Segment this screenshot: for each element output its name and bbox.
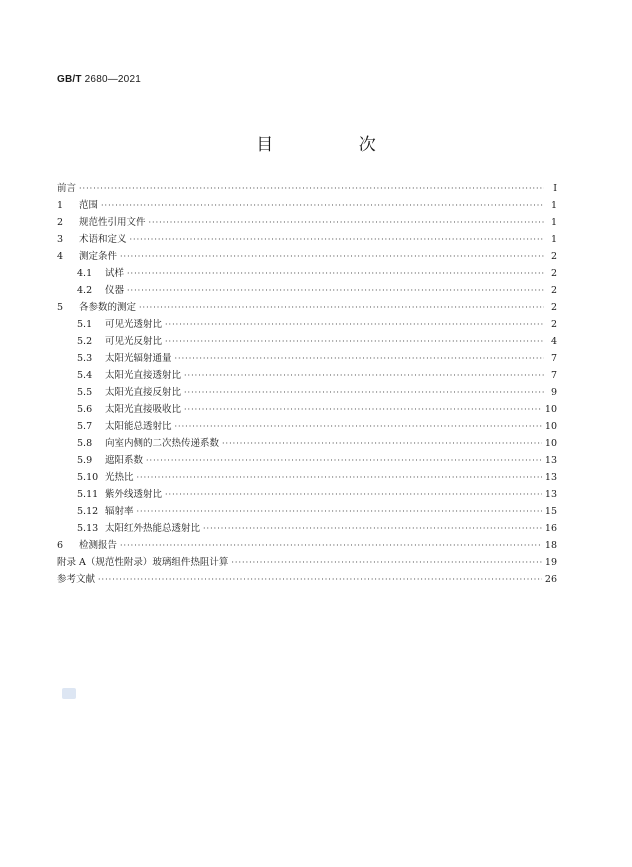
toc-entry-label: 参考文献 — [57, 574, 96, 585]
toc-dot-leader — [101, 201, 544, 210]
toc-entry[interactable] — [57, 333, 557, 350]
toc-entry[interactable] — [57, 503, 557, 520]
toc-entry[interactable] — [57, 418, 557, 435]
toc-entry[interactable] — [57, 554, 557, 571]
toc-entry-number: 6 — [57, 540, 64, 551]
toc-entry[interactable] — [57, 299, 557, 316]
toc-entry-page: 7 — [550, 370, 557, 381]
toc-entry-number: 5.11 — [77, 489, 99, 500]
toc-entry[interactable] — [57, 367, 557, 384]
toc-entry-label: 各参数的测定 — [79, 302, 137, 313]
toc-entry-page: 1 — [550, 234, 557, 245]
toc-entry-number: 5.6 — [77, 404, 93, 415]
toc-entry-page: 10 — [544, 421, 557, 432]
toc-entry-label: 试样 — [105, 268, 125, 279]
toc-entry-number: 4.1 — [77, 268, 93, 279]
toc-entry-number: 5.8 — [77, 438, 93, 449]
toc-entry-label: 仪器 — [105, 285, 125, 296]
toc-entry-page: 9 — [550, 387, 557, 398]
toc-entry-label: 太阳光直接反射比 — [105, 387, 182, 398]
toc-dot-leader — [137, 507, 542, 516]
toc-dot-leader — [149, 218, 544, 227]
toc-entry-page: Ⅰ — [553, 183, 557, 194]
toc-dot-leader — [184, 388, 544, 397]
toc-entry-number: 5.1 — [77, 319, 93, 330]
toc-entry-number: 4 — [57, 251, 64, 262]
toc-entry-label: 测定条件 — [79, 251, 118, 262]
toc-entry[interactable] — [57, 197, 557, 214]
toc-dot-leader — [184, 371, 544, 380]
standard-code-prefix: GB/T — [57, 74, 82, 85]
page-title: 目 次 — [256, 135, 416, 155]
toc-entry-label: 术语和定义 — [79, 234, 127, 245]
toc-dot-leader — [184, 405, 542, 414]
toc-entry-number: 5.4 — [77, 370, 93, 381]
toc-entry-number: 5.13 — [77, 523, 99, 534]
toc-entry-page: 26 — [544, 574, 557, 585]
toc-dot-leader — [175, 354, 544, 363]
toc-dot-leader — [98, 575, 542, 584]
toc-dot-leader — [127, 286, 544, 295]
toc-entry-number: 5.12 — [77, 506, 99, 517]
toc-entry-label: 检测报告 — [79, 540, 118, 551]
standard-code — [57, 74, 141, 85]
toc-dot-leader — [139, 303, 544, 312]
toc-entry-number: 1 — [57, 200, 64, 211]
toc-entry-label: 太阳红外热能总透射比 — [105, 523, 201, 534]
toc-entry-number: 5.10 — [77, 472, 99, 483]
toc-entry[interactable] — [57, 452, 557, 469]
toc-entry-label: 遮阳系数 — [105, 455, 144, 466]
toc-entry-label: 太阳光辐射通量 — [105, 353, 172, 364]
toc-entry[interactable] — [57, 401, 557, 418]
toc-entry-label: 紫外线透射比 — [105, 489, 163, 500]
toc-entry-page: 13 — [544, 489, 557, 500]
toc-entry-label: 可见光透射比 — [105, 319, 163, 330]
toc-entry-number: 5.5 — [77, 387, 93, 398]
toc-dot-leader — [120, 252, 544, 261]
toc-entry-label: 范围 — [79, 200, 99, 211]
toc-dot-leader — [231, 558, 542, 567]
toc-entry-number: 5.9 — [77, 455, 93, 466]
toc-dot-leader — [146, 456, 542, 465]
toc-entry-number: 3 — [57, 234, 64, 245]
toc-entry-page: 18 — [544, 540, 557, 551]
toc-entry[interactable] — [57, 248, 557, 265]
toc-dot-leader — [175, 422, 542, 431]
toc-entry-label: 辐射率 — [105, 506, 134, 517]
toc-entry-page: 16 — [544, 523, 557, 534]
toc-entry-label: 规范性引用文件 — [79, 217, 146, 228]
toc-entry[interactable] — [57, 282, 557, 299]
toc-entry-page: 2 — [550, 285, 557, 296]
toc-entry-page: 4 — [550, 336, 557, 347]
toc-entry-label: 向室内侧的二次热传递系数 — [105, 438, 220, 449]
toc-entry-number: 5.7 — [77, 421, 93, 432]
toc-entry-page: 13 — [544, 455, 557, 466]
toc-dot-leader — [127, 269, 544, 278]
toc-entry-label: 附录 A（规范性附录）玻璃组件热阻计算 — [57, 557, 229, 568]
toc-entry[interactable] — [57, 350, 557, 367]
toc-entry-page: 7 — [550, 353, 557, 364]
toc-entry[interactable] — [57, 231, 557, 248]
toc-dot-leader — [222, 439, 542, 448]
toc-entry-number: 4.2 — [77, 285, 93, 296]
toc-entry-label: 前言 — [57, 183, 77, 194]
toc-entry-number: 5 — [57, 302, 64, 313]
toc-dot-leader — [120, 541, 542, 550]
toc-entry-page: 19 — [544, 557, 557, 568]
toc-entry-page: 2 — [550, 251, 557, 262]
toc-entry-page: 2 — [550, 302, 557, 313]
toc-entry-page: 15 — [544, 506, 557, 517]
toc-entry-page: 1 — [550, 200, 557, 211]
toc-dot-leader — [165, 490, 542, 499]
toc-entry-page: 10 — [544, 438, 557, 449]
toc-entry[interactable] — [57, 265, 557, 282]
toc-entry[interactable] — [57, 316, 557, 333]
standard-code-number: 2680—2021 — [84, 74, 141, 85]
toc-entry-number: 5.2 — [77, 336, 93, 347]
toc-dot-leader — [79, 184, 544, 193]
toc-entry-page: 10 — [544, 404, 557, 415]
toc-dot-leader — [165, 337, 544, 346]
toc-dot-leader — [137, 473, 542, 482]
toc-entry-number: 5.3 — [77, 353, 93, 364]
toc-entry[interactable] — [57, 214, 557, 231]
toc-entry[interactable] — [57, 384, 557, 401]
toc-dot-leader — [203, 524, 542, 533]
table-of-contents — [57, 180, 557, 588]
toc-entry-label: 光热比 — [105, 472, 134, 483]
toc-entry-number: 2 — [57, 217, 64, 228]
toc-entry-label: 可见光反射比 — [105, 336, 163, 347]
toc-entry-label: 太阳光直接透射比 — [105, 370, 182, 381]
toc-entry[interactable] — [57, 537, 557, 554]
toc-entry-label: 太阳能总透射比 — [105, 421, 172, 432]
toc-entry[interactable] — [57, 469, 557, 486]
toc-entry-page: 13 — [544, 472, 557, 483]
toc-entry[interactable] — [57, 486, 557, 503]
toc-entry[interactable] — [57, 520, 557, 537]
toc-entry-page: 2 — [550, 268, 557, 279]
toc-entry-page: 1 — [550, 217, 557, 228]
toc-entry-label: 太阳光直接吸收比 — [105, 404, 182, 415]
toc-dot-leader — [165, 320, 544, 329]
toc-entry[interactable] — [57, 571, 557, 588]
toc-entry-page: 2 — [550, 319, 557, 330]
watermark-logo — [62, 688, 76, 699]
toc-entry[interactable] — [57, 180, 557, 197]
toc-entry[interactable] — [57, 435, 557, 452]
toc-dot-leader — [130, 235, 544, 244]
